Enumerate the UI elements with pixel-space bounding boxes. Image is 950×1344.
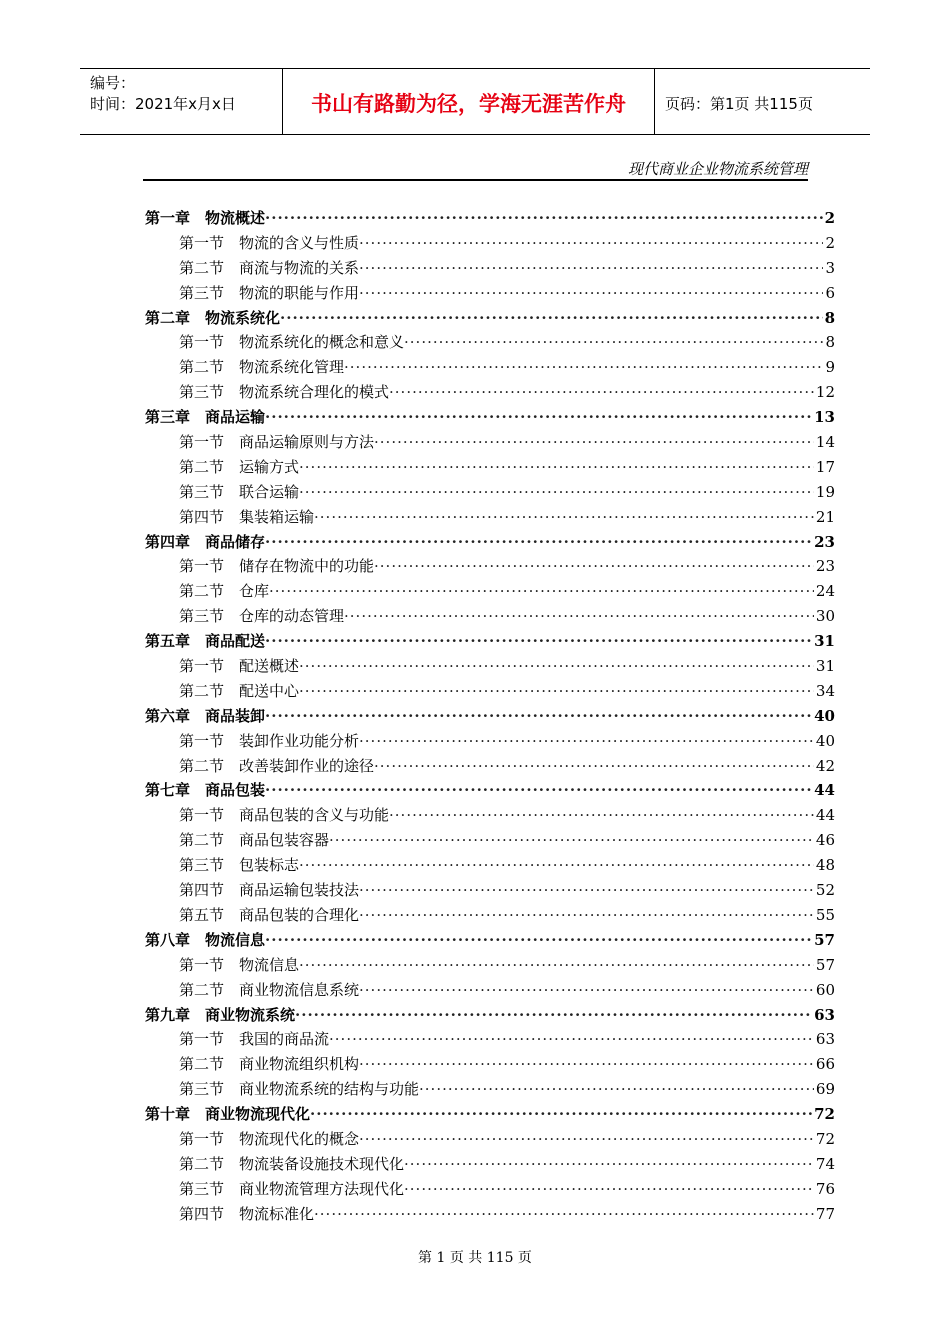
toc-leader-dots [404,330,823,355]
toc-entry-page: 77 [815,1204,835,1223]
toc-entry-page: 63 [815,1030,835,1049]
toc-entry-page: 52 [815,881,835,900]
toc-leader-dots [299,853,814,878]
toc-entry-page: 76 [815,1179,835,1198]
toc-leader-dots [359,729,814,754]
toc-entry-page: 21 [815,507,835,526]
toc-entry-label: 第二节 物流系统化管理 [179,358,345,377]
toc-section-entry[interactable] [145,729,835,754]
toc-entry-page: 42 [815,756,835,775]
page-footer: 第 1 页 共 115 页 [418,1250,532,1266]
toc-leader-dots [265,704,812,729]
document-date-label: 时间：2021年x月x日 [90,95,236,113]
toc-entry-label: 第一节 我国的商品流 [179,1030,330,1049]
page-header [80,68,870,135]
toc-leader-dots [374,430,814,455]
toc-entry-page: 60 [815,980,835,999]
toc-entry-page: 69 [815,1080,835,1099]
toc-leader-dots [374,754,814,779]
toc-section-entry[interactable] [145,355,835,380]
toc-entry-label: 第七章 商品包装 [145,781,266,800]
toc-leader-dots [359,256,823,281]
toc-entry-page: 19 [815,482,835,501]
toc-leader-dots [359,1052,814,1077]
toc-chapter-entry[interactable] [145,1102,835,1127]
toc-section-entry[interactable] [145,828,835,853]
toc-leader-dots [299,953,814,978]
toc-entry-label: 第四节 集装箱运输 [179,507,315,526]
toc-entry-label: 第一节 装卸作业功能分析 [179,731,360,750]
toc-section-entry[interactable] [145,256,835,281]
toc-section-entry[interactable] [145,455,835,480]
toc-entry-page: 12 [815,383,835,402]
toc-entry-label: 第一节 物流的含义与性质 [179,233,360,252]
toc-entry-label: 第三节 物流系统合理化的模式 [179,383,390,402]
toc-entry-label: 第二节 商业物流组织机构 [179,1055,360,1074]
table-of-contents [145,206,835,1227]
toc-section-entry[interactable] [145,754,835,779]
header-motto: 书山有路勤为径，学海无涯苦作舟 [311,92,626,116]
toc-leader-dots [389,380,814,405]
toc-entry-label: 第一章 物流概述 [145,209,266,227]
toc-leader-dots [329,828,814,853]
toc-entry-page: 40 [815,731,835,750]
header-divider [654,69,655,134]
toc-leader-dots [404,1152,814,1177]
toc-entry-label: 第九章 商业物流系统 [145,1005,296,1024]
toc-section-entry[interactable] [145,380,835,405]
toc-entry-label: 第二节 改善装卸作业的途径 [179,756,375,775]
toc-leader-dots [265,928,812,953]
toc-leader-dots [359,1127,814,1152]
toc-entry-page: 14 [815,433,835,452]
toc-entry-label: 第六章 商品装卸 [145,706,266,725]
toc-entry-label: 第二节 商流与物流的关系 [179,258,360,277]
toc-entry-page: 13 [814,408,835,427]
toc-section-entry[interactable] [145,281,835,306]
toc-leader-dots [280,306,823,331]
document-number-label: 编号： [90,74,136,92]
toc-entry-page: 66 [815,1055,835,1074]
toc-entry-page: 72 [815,1129,835,1148]
toc-entry-page: 8 [825,333,835,352]
toc-entry-page: 44 [814,781,835,800]
toc-entry-page: 3 [825,258,835,277]
toc-entry-label: 第一节 储存在物流中的功能 [179,557,375,576]
toc-entry-page: 72 [814,1105,835,1124]
toc-section-entry[interactable] [145,878,835,903]
document-title: 现代商业企业物流系统管理 [627,160,808,178]
toc-entry-label: 第四节 物流标准化 [179,1204,315,1223]
toc-leader-dots [389,803,814,828]
toc-chapter-entry[interactable] [145,1003,835,1028]
toc-entry-label: 第十章 商业物流现代化 [145,1105,311,1124]
toc-section-entry[interactable] [145,654,835,679]
toc-entry-label: 第二节 商业物流信息系统 [179,980,360,999]
toc-leader-dots [359,878,814,903]
toc-entry-label: 第三章 商品运输 [145,408,266,427]
toc-entry-page: 57 [815,955,835,974]
toc-section-entry[interactable] [145,604,835,629]
toc-entry-label: 第三节 联合运输 [179,482,300,501]
toc-entry-page: 9 [825,358,835,377]
toc-leader-dots [329,1027,814,1052]
toc-entry-page: 44 [815,806,835,825]
toc-entry-page: 34 [815,681,835,700]
toc-entry-page: 2 [825,233,835,252]
toc-entry-page: 30 [815,607,835,626]
title-rule [143,179,808,181]
toc-leader-dots [314,1202,814,1227]
header-meta [90,73,280,115]
toc-leader-dots [419,1077,814,1102]
toc-leader-dots [265,629,812,654]
toc-section-entry[interactable] [145,579,835,604]
toc-section-entry[interactable] [145,1202,835,1227]
toc-section-entry[interactable] [145,679,835,704]
toc-entry-label: 第五节 商品包装的合理化 [179,905,360,924]
toc-entry-page: 48 [815,856,835,875]
toc-entry-label: 第三节 物流的职能与作用 [179,283,360,302]
toc-chapter-entry[interactable] [145,405,835,430]
toc-entry-label: 第一节 物流现代化的概念 [179,1129,360,1148]
toc-entry-page: 31 [814,632,835,651]
toc-section-entry[interactable] [145,430,835,455]
toc-entry-page: 23 [815,557,835,576]
toc-chapter-entry[interactable] [145,778,835,803]
toc-entry-label: 第二节 运输方式 [179,457,300,476]
toc-entry-label: 第三节 商业物流管理方法现代化 [179,1179,405,1198]
toc-section-entry[interactable] [145,1027,835,1052]
toc-entry-label: 第三节 商业物流系统的结构与功能 [179,1080,420,1099]
toc-entry-label: 第一节 物流系统化的概念和意义 [179,333,405,352]
toc-entry-label: 第五章 商品配送 [145,632,266,651]
toc-section-entry[interactable] [145,1127,835,1152]
toc-leader-dots [344,355,823,380]
toc-entry-label: 第二节 物流装备设施技术现代化 [179,1154,405,1173]
toc-entry-label: 第三节 仓库的动态管理 [179,607,345,626]
toc-leader-dots [344,604,814,629]
toc-entry-page: 31 [815,657,835,676]
toc-leader-dots [314,505,814,530]
toc-entry-label: 第一节 物流信息 [179,955,300,974]
toc-section-entry[interactable] [145,480,835,505]
toc-section-entry[interactable] [145,505,835,530]
toc-entry-label: 第四节 商品运输包装技法 [179,881,360,900]
toc-leader-dots [265,206,823,231]
toc-section-entry[interactable] [145,903,835,928]
toc-chapter-entry[interactable] [145,928,835,953]
toc-leader-dots [299,455,814,480]
toc-entry-page: 17 [815,457,835,476]
toc-entry-label: 第一节 配送概述 [179,657,300,676]
toc-chapter-entry[interactable] [145,530,835,555]
toc-leader-dots [265,405,812,430]
header-page-info: 页码：第1页 共115页 [665,95,813,113]
toc-leader-dots [404,1177,814,1202]
toc-entry-label: 第二节 配送中心 [179,681,300,700]
toc-leader-dots [299,654,814,679]
toc-entry-page: 55 [815,905,835,924]
toc-entry-label: 第二节 商品包装容器 [179,831,330,850]
toc-section-entry[interactable] [145,554,835,579]
toc-entry-label: 第八章 物流信息 [145,930,266,949]
toc-section-entry[interactable] [145,803,835,828]
toc-section-entry[interactable] [145,1152,835,1177]
toc-leader-dots [359,281,823,306]
toc-chapter-entry[interactable] [145,704,835,729]
toc-entry-page: 57 [814,930,835,949]
toc-section-entry[interactable] [145,1052,835,1077]
toc-leader-dots [359,978,814,1003]
toc-entry-page: 23 [814,532,835,551]
toc-leader-dots [265,778,812,803]
toc-chapter-entry[interactable] [145,629,835,654]
toc-entry-page: 8 [824,308,835,327]
toc-entry-page: 63 [814,1005,835,1024]
toc-leader-dots [295,1003,812,1028]
toc-entry-page: 40 [814,706,835,725]
toc-entry-label: 第三节 包装标志 [179,856,300,875]
toc-section-entry[interactable] [145,953,835,978]
toc-leader-dots [265,530,812,555]
toc-entry-label: 第四章 商品储存 [145,532,266,551]
toc-entry-page: 24 [815,582,835,601]
toc-section-entry[interactable] [145,978,835,1003]
toc-section-entry[interactable] [145,330,835,355]
toc-chapter-entry[interactable] [145,206,835,231]
toc-leader-dots [269,579,814,604]
toc-leader-dots [299,480,814,505]
toc-section-entry[interactable] [145,1177,835,1202]
toc-leader-dots [310,1102,812,1127]
toc-entry-label: 第一节 商品运输原则与方法 [179,433,375,452]
toc-leader-dots [374,554,814,579]
toc-leader-dots [299,679,814,704]
toc-leader-dots [359,903,814,928]
toc-section-entry[interactable] [145,853,835,878]
toc-section-entry[interactable] [145,1077,835,1102]
toc-entry-page: 6 [825,283,835,302]
toc-entry-label: 第二节 仓库 [179,582,270,601]
toc-entry-page: 46 [815,831,835,850]
toc-chapter-entry[interactable] [145,306,835,331]
toc-entry-page: 74 [815,1154,835,1173]
toc-leader-dots [359,231,823,256]
toc-section-entry[interactable] [145,231,835,256]
toc-entry-page: 2 [824,209,835,227]
toc-entry-label: 第二章 物流系统化 [145,308,281,327]
toc-entry-label: 第一节 商品包装的含义与功能 [179,806,390,825]
